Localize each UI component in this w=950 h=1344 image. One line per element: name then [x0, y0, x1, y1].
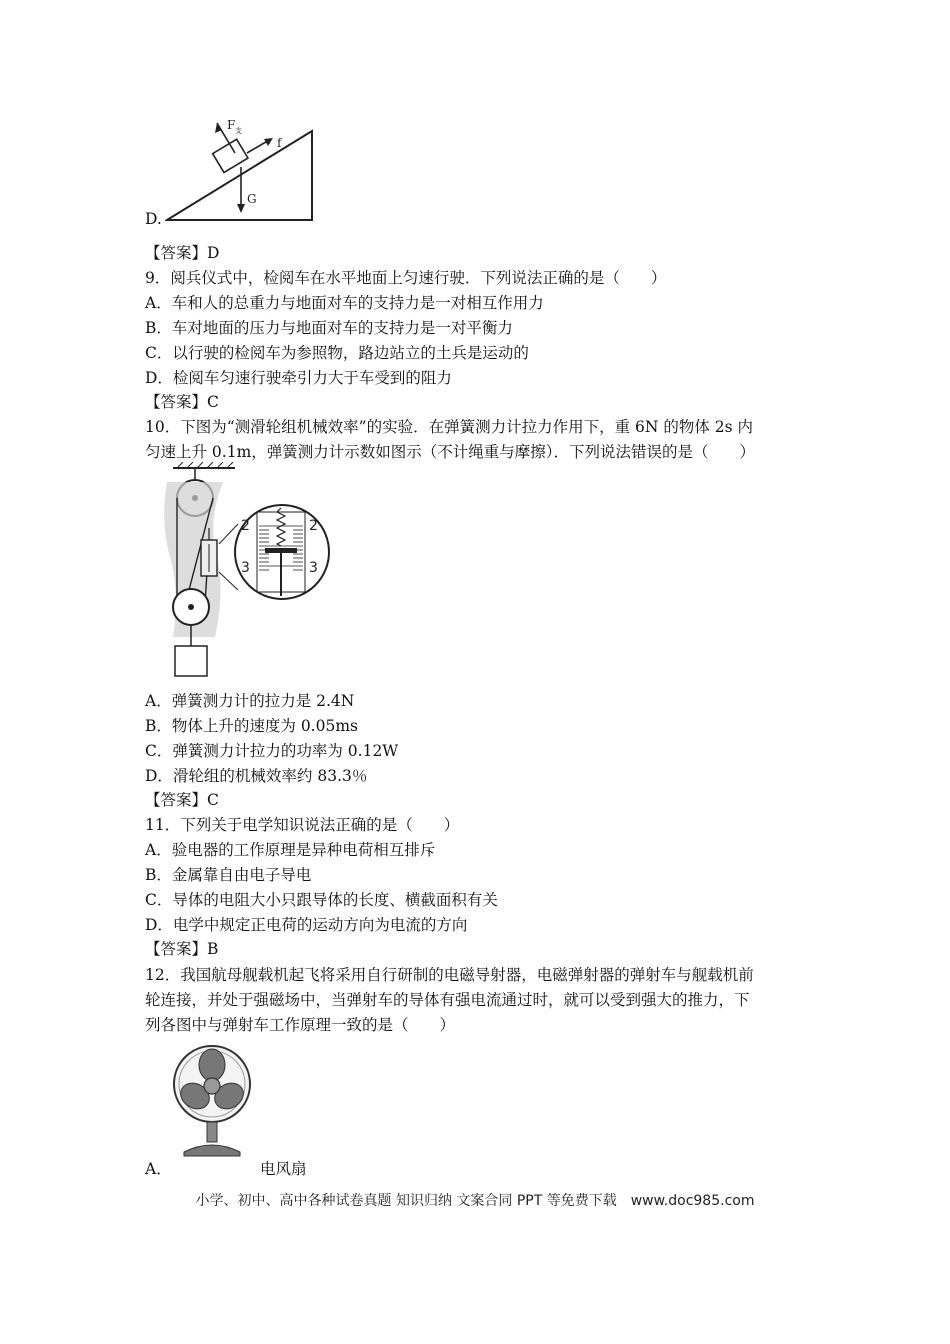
q9-option-b: B．车对地面的压力与地面对车的支持力是一对平衡力 [145, 319, 513, 337]
gravity-label: G [247, 192, 257, 206]
support-force-subscript: 支 [235, 127, 242, 135]
scale-mark-3-right: 3 [309, 560, 318, 576]
scale-mark-2-right: 2 [309, 518, 318, 534]
incline-force-diagram [165, 115, 315, 225]
q9-option-d: D．检阅车匀速行驶牵引力大于车受到的阻力 [145, 369, 452, 387]
electric-fan-image [170, 1040, 260, 1160]
q11-option-a: A．验电器的工作原理是异种电荷相互排斥 [145, 841, 436, 859]
q12-stem-line1: 12．我国航母舰载机起飞将采用自行研制的电磁导射器，电磁弹射器的弹射车与舰载机前 [145, 966, 754, 984]
q9-stem: 9．阅兵仪式中，检阅车在水平地面上匀速行驶．下列说法正确的是（ ） [145, 269, 667, 287]
q11-option-b: B．金属靠自由电子导电 [145, 866, 312, 884]
scale-mark-2-left: 2 [241, 518, 250, 534]
q12-option-a-text: 电风扇 [260, 1160, 307, 1178]
q11-option-c: C．导体的电阻大小只跟导体的长度、横截面积有关 [145, 891, 498, 909]
q11-option-d: D．电学中规定正电荷的运动方向为电流的方向 [145, 916, 468, 934]
support-force-label: F [227, 118, 236, 132]
q12-option-a-label: A． [145, 1160, 172, 1178]
q10-option-c: C．弹簧测力计拉力的功率为 0.12W [145, 742, 399, 760]
answer-q8: 【答案】D [145, 244, 220, 262]
q10-option-a: A．弹簧测力计的拉力是 2.4N [145, 692, 355, 710]
q10-option-d: D．滑轮组的机械效率约 83.3％ [145, 767, 368, 785]
answer-q10: 【答案】C [145, 791, 219, 809]
page-footer: 小学、初中、高中各种试卷真题 知识归纳 文案合同 PPT 等免费下载 www.doc985.com [195, 1193, 755, 1209]
answer-q11: 【答案】B [145, 940, 219, 958]
q11-stem: 11．下列关于电学知识说法正确的是（ ） [145, 816, 460, 834]
q10-stem-line2: 匀速上升 0.1m，弹簧测力计示数如图示（不计绳重与摩擦）．下列说法错误的是（ ） [145, 443, 756, 461]
q9-option-c: C．以行驶的检阅车为参照物，路边站立的土兵是运动的 [145, 344, 529, 362]
hanging-weight [175, 646, 207, 676]
q12-stem-line2: 轮连接，并处于强磁场中，当弹射车的导体有强电流通过时，就可以受到强大的推力，下 [145, 991, 750, 1009]
pulley-system-diagram [145, 462, 345, 682]
scale-mark-3-left: 3 [241, 560, 250, 576]
figure-d-option-label: D. [145, 210, 162, 228]
q10-option-b: B．物体上升的速度为 0.05ms [145, 717, 358, 735]
q9-option-a: A．车和人的总重力与地面对车的支持力是一对相互作用力 [145, 294, 544, 312]
q12-stem-line3: 列各图中与弹射车工作原理一致的是（ ） [145, 1016, 456, 1034]
answer-q9: 【答案】C [145, 393, 219, 411]
q10-stem-line1: 10．下图为“测滑轮组机械效率”的实验．在弹簧测力计拉力作用下，重 6N 的物体 2s 内 [145, 418, 754, 436]
friction-label: f [277, 136, 282, 150]
